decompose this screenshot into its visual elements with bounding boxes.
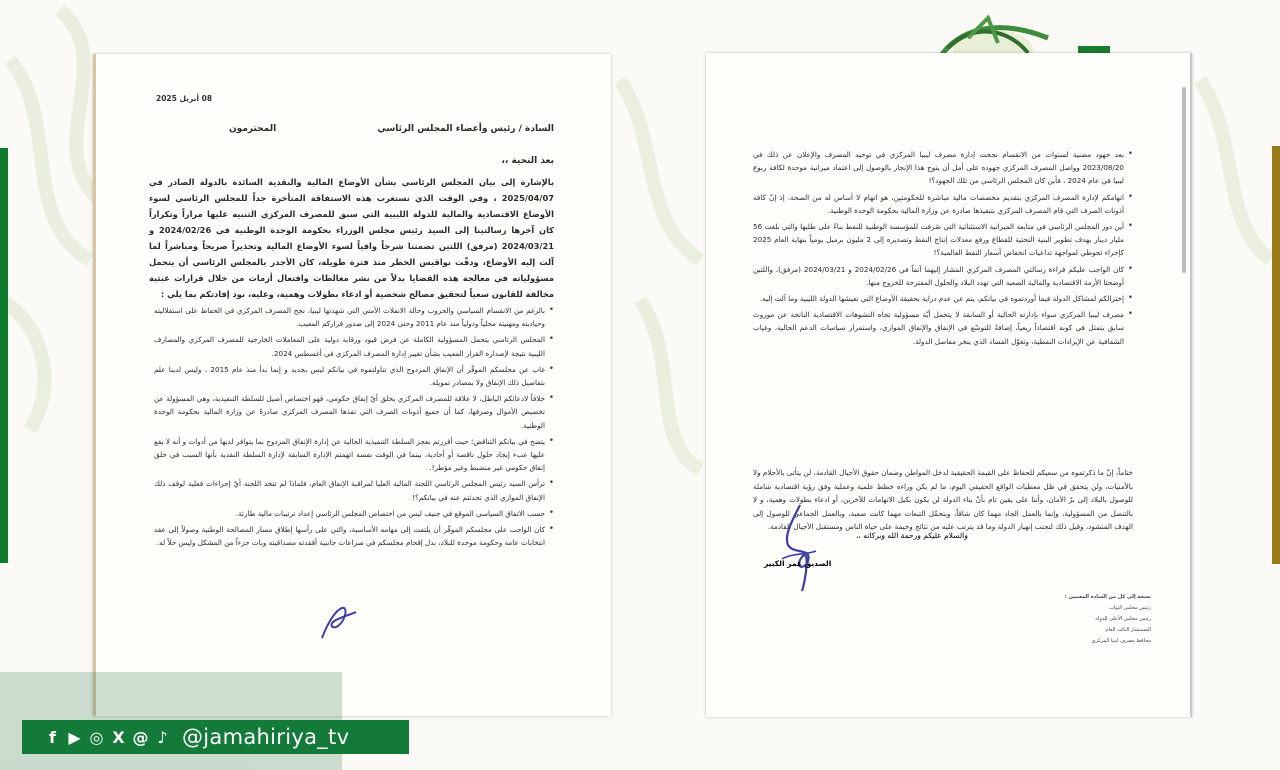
list-item: رئيس مجلس الأعلى للدولة (1095, 616, 1151, 622)
signer-name: الصديق عمر الكبير (764, 559, 832, 568)
right-gold-bar (1272, 146, 1280, 564)
list-item: • يتضح في بيانكم التناقض؛ حيث أقررتم بعجز السلطة التنفيذية الحالية عن إدارة الإنفاق المزدوج بما يتوافر لديها من أدوات و أنه لا يقع عليها عبء إيجاد حلول ناقصة أو أحادية، بينما في الوقت نفسه اتهمتم الإدارة السابقة لإدارة السلطة النقدية بأنها السبب في خلق إنفاق حكومي غير منضبط وغير مؤطر!. (154, 435, 554, 475)
greeting: بعد التحية ،، (501, 156, 554, 166)
scrollbar[interactable] (1182, 87, 1186, 273)
initials-mark (318, 602, 358, 642)
intro-paragraph: بالإشارة إلى بيان المجلس الرئاسي بشأن الأوضاع المالية والنقدية السائدة بالدولة الصادر في 2025/04/07 ، وفي الوقت الذي نستغرب هذه الاستفاقة المتأخرة جداً للمجلس الرئاسي لسوء الأوضاع الاقتصادية والمالية للدولة الليبية التي سبق للمصرف المركزي التنبيه عليها مراراً وتكراراً كان آخرها رسالتينا إلى السيد رئيس مجلس الوزراء بحكومة الوحدة الوطنية في 2024/02/26 و 2024/03/21 (مرفق) اللتين تضمنتا شرحاً وافياً لسوء الأوضاع المالية وتحذيراً صريحاً ومباشراً لما آلت إليه الأوضاع، ودقّت نواقيس الخطر منذ فترة طويلة، كان الأجدر بالمجلس الرئاسي أن يتحمل مسؤولياته في معالجة هذه القضايا بدلاً من نشر مغالطات وافتعال أزمات من خلال قرارات عبثية مخالفة للقانون سعياً لتحقيق مصالح شخصية أو ادعاء بطولات وهمية، وعليه، نود إفادتكم بما يلي : (149, 177, 555, 299)
list-item: • كان الواجب عليكم قراءة رسالتي المصرف المركزي المشار إليهما آنفاً في 2024/02/26 و 2024/03/21 (مرفق)، واللتين أوضحتا الأزمة الاقتصادية والمالية الصعبة التي تهدد البلاد والحلول المقترحة للخروج منها. (753, 263, 1133, 289)
threads-icon[interactable]: @ (132, 727, 149, 747)
honorific-text: المحترمون (229, 124, 277, 134)
letter-date: 08 أبريل 2025 (156, 94, 213, 103)
list-item: محافظ مصرف ليبيا المركزي (1091, 638, 1151, 644)
list-item: • كان الواجب على مجلسكم الموقّر أن يلتفت إلى مهامه الأساسية، والتي على رأسها إطلاق مسار المصالحة الوطنية وصولاً إلى عقد انتخابات عامة وحكومة موحدة للبلاد، بدل إقحام مجلسكم في صراعات جانبية أفقدته مصداقيته وبات جزءاً من المشكل وليس حلاً له. (154, 523, 554, 549)
list-item: • إختزالكم لمشاكل الدولة فيما أوردتموه في بيانكم، ينم عن عدم دراية بحقيقة الأوضاع التي تعيشها الدولة الليبية وما آلت إليه. (753, 292, 1133, 305)
list-item: المستشار النائب العام (1105, 627, 1151, 633)
left-green-bar (0, 148, 8, 563)
instagram-icon[interactable]: ◎ (89, 727, 104, 747)
list-item: • مصرف ليبيا المركزي سواء بإدارته الحالية أو السابقة لا يتحمل أيّة مسؤولية تجاه التشوهات الاقتصادية الناتجة عن موروث سابق يتمثل في كونه اقتصاداً ريعياً، إضافةً للتوسّع في الإنفاق والإنفاق الموازي، واستمرار سياسات الدعم الحالية، وغياب الشفافية عن الإيرادات النفطية، وتغوّل الفساد الذي ينخر مفاصل الدولة. (753, 308, 1133, 348)
addressee-text: السادة / رئيس وأعضاء المجلس الرئاسي (377, 124, 554, 134)
left-bullet-list (154, 304, 554, 552)
copies-list (1041, 592, 1151, 647)
letter-page-1 (93, 54, 611, 716)
list-item: • أين دور المجلس الرئاسي في متابعة الميزانية الاستثنائية التي صُرفت للمؤسسة الوطنية للنفط بناءً على طلبها والتي بلغت 56 مليار دينار بهدف تطوير البنية التحتية للقطاع ورفع معدلات إنتاج النفط وتصديره إلى 2 مليون برميل يومياً بنهاية العام 2025 كإجراء تحوطي لمواجهة تداعيات انخفاض أسعار النفط العالمية؟! (753, 220, 1133, 260)
list-item: رئيس مجلس النواب (1109, 605, 1151, 611)
list-item: • المجلس الرئاسي يتحمل المسؤولية الكاملة عن فرض قيود ورقابة دولية على المعاملات الخارجية للمصرف المركزي والمصارف الليبية نتيجة لإصداره القرار المعيب بشأن تغيير إدارة المصرف المركزي في أغسطس 2024. (154, 333, 554, 359)
x-icon[interactable]: X (112, 727, 125, 747)
closing-salutation: والسلام عليكم ورحمة الله وبركاته ،، (856, 531, 968, 540)
copies-header: نسخة إلى كل من السادة المعنيين : (1064, 594, 1151, 600)
right-bullet-list (753, 148, 1133, 351)
list-item: • اتهامكم لإدارة المصرف المركزي بتقديم مخصصات مالية مباشرة للحكومتين، هو اتهام لا أساس له من الصحة، إذ إنّ كافة أذونات الصرف التي قام المصرف المركزي بتنفيذها صادرة عن وزارة المالية بحكومة الوحدة الوطنية. (753, 191, 1133, 217)
letter-addressee (134, 124, 554, 134)
list-item: • ترأس السيد رئيس المجلس الرئاسي اللجنة المالية العليا لمراقبة الإنفاق العام، فلماذا لم تتخذ اللجنة أيّ إجراءات فعلية لوقف ذلك الإنفاق الموازي الذي تحدثتم عنه في بيانكم؟! (154, 477, 554, 503)
social-bar (22, 720, 409, 754)
list-item: • بالرغم من الانقسام السياسي والحروب وحالة الانفلات الأمني التي شهدتها ليبيا، نجح المصرف المركزي في الحفاظ على استقلاليته وحياديته ومهنيته محلياً ودولياً منذ عام 2011 وحتى 2024 إلى صدور قراركم المعيب. (154, 304, 554, 330)
letter-page-2 (706, 53, 1192, 717)
social-handle[interactable]: @jamahiriya_tv (182, 725, 350, 749)
list-item: • خلافاً لادعائكم الباطل، لا علاقة للمصرف المركزي بخلق أيّ إنفاق حكومي، فهو اختصاص أصيل للسلطة التنفيذية، وهي المسؤولة عن تخصيص الأموال وصرفها، كما أن جميع أذونات الصرف التي نفذها المصرف المركزي صادرةً عن وزارة المالية بحكومة الوحدة الوطنية. (154, 392, 554, 432)
list-item: • بعد جهود مضنية لسنوات من الانقسام نجحت إدارة مصرف ليبيا المركزي في توحيد المصرف والإعلان عن ذلك في 2023/08/20 وواصل المصرف المركزي جهوده على أمل أن يتوج هذا الإنجاز بالوصول إلى اعتماد ميزانية موحدة لكافة ربوع ليبيا في عام 2024 ، فأين كان المجلس الرئاسي من تلك الجهود؟! (753, 148, 1133, 188)
facebook-icon[interactable]: f (49, 727, 56, 747)
tiktok-icon[interactable]: ♪ (157, 727, 168, 747)
list-item: • غاب عن مجلسكم الموقّر أن الإنفاق المزدوج الذي تناولتموه في بيانكم ليس بجديد و إنما بدأ منذ عام 2015 ، وليس لدينا علم بتفاصيل ذلك الإنفاق ولا بمصادر تمويله. (154, 363, 554, 389)
conclusion-paragraph: ختاماً، إنّ ما ذكرتموه من سعيكم للحفاظ على القيمة الحقيقية لدخل المواطن وضمان حقوق الأجيال القادمة، لن يتأتى بالأحلام ولا بالأمنيات، ولن يتحقق في ظل معطيات الواقع الحقيقي اليوم، ما لم يكن وراءه خطط علمية وعملية وفق رؤية اقتصادية شاملة للوصول بالبلاد إلى برّ الأمان، وأننا على يقين تام بأنّ بناء الدولة لن يكون بكيل الاتهامات للآخرين، أو ادعاء بطولات وهمية، و لا بالتنصل من المسؤولية، وإنما بالعمل الجاد مهما كان شاقاً، وبتحمّل التبعات مهما كانت صعبة، وبالعمل الجماعي للوصول إلى الهدف المنشود، وقبل ذلك لتجنب إنهيار الدولة وما قد يترتب عليه من نتائج وخيمة على حياة الناس ومستقبل الأجيال القادمة. (753, 468, 1133, 531)
list-item: • حسب الاتفاق السياسي الموقع في جنيف ليس من اختصاص المجلس الرئاسي إعداد ترتيبات مالية طارئة. (154, 507, 554, 520)
youtube-icon[interactable]: ▶ (68, 727, 81, 747)
